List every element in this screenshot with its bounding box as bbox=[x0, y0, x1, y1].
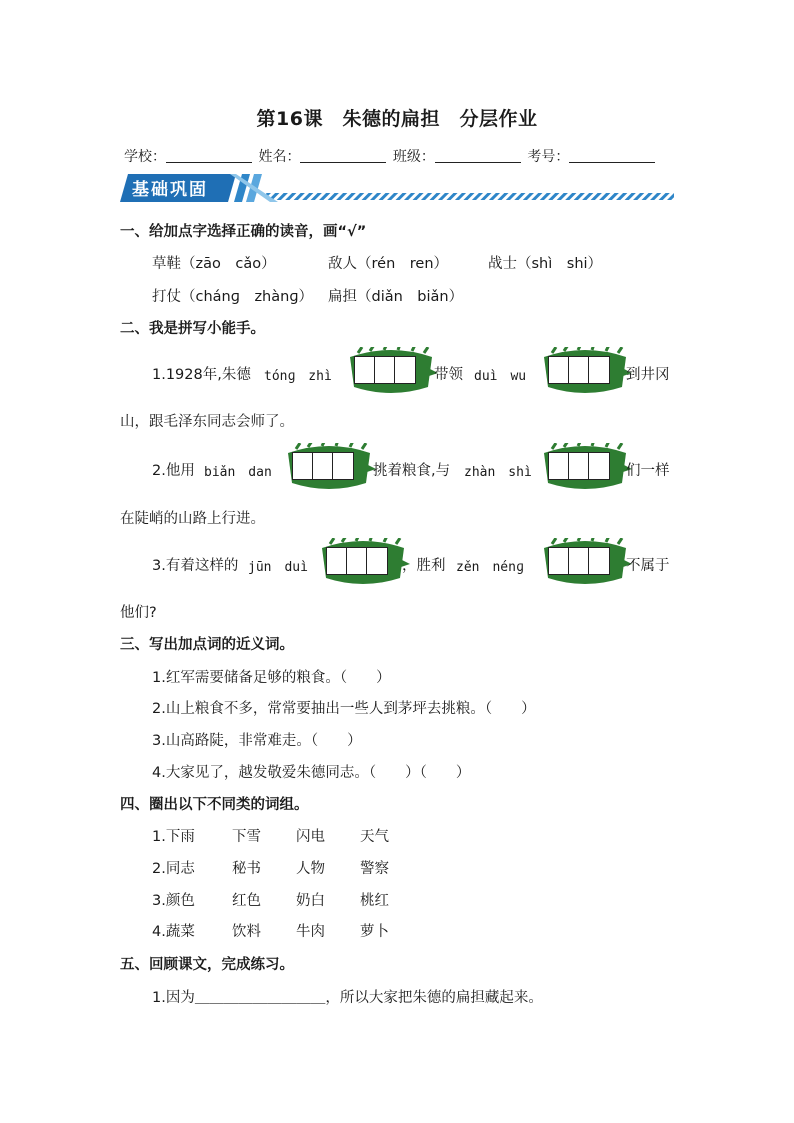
q2-s1-pinyin-1: tónɡ zhì bbox=[264, 369, 332, 384]
q1-item-3[interactable]: 战士（shì shi） bbox=[488, 256, 603, 272]
q2-s3-pinyin-2: zěn nénɡ bbox=[456, 560, 524, 575]
answer-box[interactable] bbox=[538, 443, 632, 491]
q4-row-3-word-4[interactable]: 桃红 bbox=[360, 893, 389, 909]
char-grid[interactable] bbox=[354, 356, 416, 384]
q2-s3-text-d: 他们? bbox=[120, 605, 157, 621]
q2-heading: 二、我是拼写小能手。 bbox=[120, 321, 265, 337]
q1-heading: 一、给加点字选择正确的读音，画“√” bbox=[120, 224, 367, 240]
char-grid[interactable] bbox=[548, 452, 610, 480]
q3-item-2[interactable]: 2.山上粮食不多，常常要抽出一些人到茅坪去挑粮。（ ） bbox=[152, 701, 536, 717]
q4-row-4-word-2[interactable]: 饮料 bbox=[232, 924, 261, 940]
answer-box[interactable] bbox=[538, 538, 632, 586]
q4-row-1-word-3[interactable]: 闪电 bbox=[296, 829, 325, 845]
school-blank[interactable] bbox=[166, 148, 252, 163]
q2-s2-text-c: 们一样 bbox=[626, 463, 670, 479]
q4-heading: 四、圈出以下不同类的词组。 bbox=[120, 797, 309, 813]
q1-item-2[interactable]: 敌人（rén ren） bbox=[328, 256, 449, 272]
q3-heading: 三、写出加点词的近义词。 bbox=[120, 637, 294, 653]
q4-row-3-word-3[interactable]: 奶白 bbox=[296, 893, 325, 909]
q2-s2-text-a: 2.他用 bbox=[152, 463, 195, 479]
section-banner bbox=[118, 172, 674, 206]
q2-s3-text-a: 3.有着这样的 bbox=[152, 558, 239, 574]
name-blank[interactable] bbox=[300, 148, 386, 163]
q2-s1-text-d: 山，跟毛泽东同志会师了。 bbox=[120, 414, 294, 430]
answer-box[interactable] bbox=[538, 347, 632, 395]
class-label: 班级： bbox=[392, 149, 435, 165]
answer-box[interactable] bbox=[316, 538, 410, 586]
q2-s3-text-b: ，胜利 bbox=[402, 558, 446, 574]
school-label: 学校： bbox=[124, 149, 166, 165]
q2-s3-text-c: 不属于 bbox=[626, 558, 670, 574]
q2-s2-text-d: 在陡峭的山路上行进。 bbox=[120, 511, 265, 527]
q2-s2-pinyin-1: biǎn dan bbox=[204, 465, 272, 480]
q4-row-3-word-1[interactable]: 3.颜色 bbox=[152, 893, 195, 909]
exam-no-label: 考号： bbox=[527, 149, 570, 165]
q2-s2-text-b: 挑着粮食,与 bbox=[373, 463, 451, 479]
char-grid[interactable] bbox=[548, 547, 610, 575]
q4-row-2-word-2[interactable]: 秘书 bbox=[232, 861, 261, 877]
q4-row-2-word-3[interactable]: 人物 bbox=[296, 861, 325, 877]
class-blank[interactable] bbox=[435, 148, 521, 163]
char-grid[interactable] bbox=[326, 547, 388, 575]
q4-row-2-word-4[interactable]: 警察 bbox=[360, 861, 389, 877]
q4-row-2-word-1[interactable]: 2.同志 bbox=[152, 861, 195, 877]
answer-box[interactable] bbox=[282, 443, 376, 491]
q5-item-1[interactable]: 1.因为＿＿＿＿＿＿＿＿＿，所以大家把朱德的扁担藏起来。 bbox=[152, 990, 543, 1006]
q2-s2-pinyin-2: zhàn shì bbox=[464, 465, 532, 480]
name-label: 姓名： bbox=[258, 149, 301, 165]
q4-row-3-word-2[interactable]: 红色 bbox=[232, 893, 261, 909]
banner-label: 基础巩固 bbox=[132, 180, 208, 200]
q1-item-4[interactable]: 打仗（chánɡ zhànɡ） bbox=[152, 289, 314, 305]
q4-row-1-word-1[interactable]: 1.下雨 bbox=[152, 829, 195, 845]
q4-row-4-word-3[interactable]: 牛肉 bbox=[296, 924, 325, 940]
char-grid[interactable] bbox=[548, 356, 610, 384]
q3-item-4[interactable]: 4.大家见了，越发敬爱朱德同志。（ ）（ ） bbox=[152, 765, 471, 781]
q1-item-5[interactable]: 扁担（diǎn biǎn） bbox=[328, 289, 464, 305]
q4-row-4-word-1[interactable]: 4.蔬菜 bbox=[152, 924, 195, 940]
q2-s1-text-a: 1.1928年,朱德 bbox=[152, 367, 251, 383]
answer-box[interactable] bbox=[344, 347, 438, 395]
q1-item-1[interactable]: 草鞋（zāo cǎo） bbox=[152, 256, 276, 272]
q3-item-1[interactable]: 1.红军需要储备足够的粮食。（ ） bbox=[152, 670, 391, 686]
q3-item-3[interactable]: 3.山高路陡，非常难走。（ ） bbox=[152, 733, 362, 749]
exam-no-blank[interactable] bbox=[569, 148, 655, 163]
q2-s1-text-c: 到井冈 bbox=[626, 367, 670, 383]
q5-heading: 五、回顾课文，完成练习。 bbox=[120, 957, 294, 973]
q4-row-1-word-2[interactable]: 下雪 bbox=[232, 829, 261, 845]
char-grid[interactable] bbox=[292, 452, 354, 480]
q2-s1-pinyin-2: duì wu bbox=[474, 369, 527, 384]
q2-s3-pinyin-1: jūn duì bbox=[248, 560, 308, 575]
q4-row-1-word-4[interactable]: 天气 bbox=[360, 829, 389, 845]
q2-s1-text-b: 带领 bbox=[434, 367, 463, 383]
student-info-line bbox=[124, 146, 657, 166]
q4-row-4-word-4[interactable]: 萝卜 bbox=[360, 924, 389, 940]
page-title: 第16课 朱德的扁担 分层作业 bbox=[256, 108, 538, 130]
